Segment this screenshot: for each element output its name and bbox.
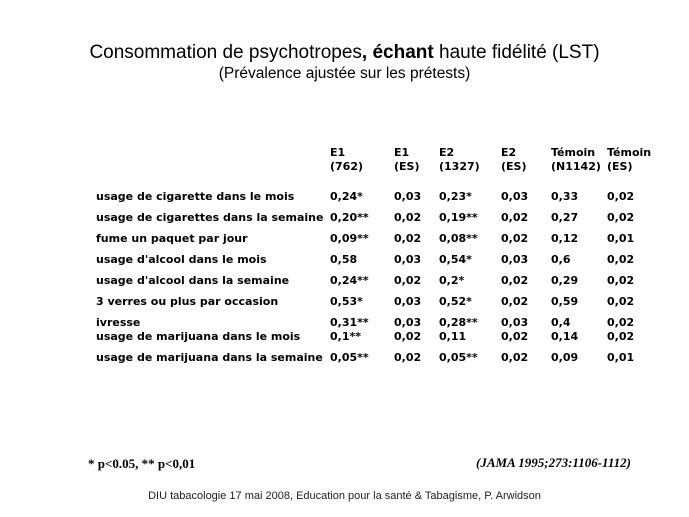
cell-value: 0,02 — [501, 351, 529, 364]
header-temoin-es: Témoin (ES) — [607, 146, 652, 173]
cell-value: 0,02 — [394, 330, 422, 343]
cell-value: 0,58 — [330, 253, 358, 266]
cell-value: 0,03 — [394, 253, 422, 266]
row-label: ivresse — [96, 316, 141, 329]
header-e1-es: E1 (ES) — [394, 146, 420, 173]
table-row — [96, 274, 657, 295]
cell-value: 0,05** — [330, 351, 369, 364]
cell-value: 0,29 — [551, 274, 579, 287]
cell-value: 0,09** — [330, 232, 369, 245]
cell-value: 0,03 — [501, 253, 529, 266]
cell-value: 0,05** — [439, 351, 478, 364]
cell-value: 0,03 — [501, 190, 529, 203]
cell-value: 0,02 — [501, 274, 529, 287]
cell-value: 0,08** — [439, 232, 478, 245]
table-header-row — [96, 146, 657, 190]
table-row — [96, 295, 657, 316]
slide-title — [0, 42, 689, 64]
slide-credit: DIU tabacologie 17 mai 2008, Education pour la santé & Tabagisme, P. Arwidson — [148, 490, 541, 502]
row-label: usage d'alcool dans le mois — [96, 253, 267, 266]
cell-value: 0,03 — [394, 190, 422, 203]
cell-value: 0,11 — [439, 330, 467, 343]
cell-value: 0,54* — [439, 253, 472, 266]
cell-value: 0,02 — [501, 295, 529, 308]
row-label: 3 verres ou plus par occasion — [96, 295, 279, 308]
cell-value: 0,20** — [330, 211, 369, 224]
cell-value: 0,02 — [607, 330, 635, 343]
cell-value: 0,02 — [394, 232, 422, 245]
row-label: usage de cigarettes dans la semaine — [96, 211, 324, 224]
table-row — [96, 190, 657, 211]
cell-value: 0,24** — [330, 274, 369, 287]
title-text: Consommation de psychotropes — [89, 42, 362, 63]
slide-subtitle: (Prévalence ajustée sur les prétests) — [218, 65, 471, 82]
cell-value: 0,02 — [501, 330, 529, 343]
cell-value: 0,02 — [607, 211, 635, 224]
significance-footnote: * p<0.05, ** p<0,01 — [88, 456, 196, 471]
title-bold-text: , échant — [361, 42, 434, 63]
cell-value: 0,23* — [439, 190, 472, 203]
journal-reference: (JAMA 1995;273:1106-1112) — [476, 455, 631, 470]
cell-value: 0,14 — [551, 330, 579, 343]
header-e1-762: E1 (762) — [330, 146, 364, 173]
prevalence-table — [96, 146, 657, 372]
row-label: usage de marijuana dans la semaine — [96, 351, 323, 364]
cell-value: 0,59 — [551, 295, 579, 308]
row-label: usage d'alcool dans la semaine — [96, 274, 290, 287]
header-e2-es: E2 (ES) — [501, 146, 527, 173]
cell-value: 0,02 — [607, 295, 635, 308]
cell-value: 0,27 — [551, 211, 579, 224]
header-e2-1327: E2 (1327) — [439, 146, 480, 173]
cell-value: 0,01 — [607, 232, 635, 245]
cell-value: 0,03 — [501, 316, 529, 329]
cell-value: 0,02 — [394, 274, 422, 287]
table-row — [96, 232, 657, 253]
row-label: fume un paquet par jour — [96, 232, 248, 245]
cell-value: 0,19** — [439, 211, 478, 224]
cell-value: 0,02 — [501, 211, 529, 224]
cell-value: 0,12 — [551, 232, 579, 245]
cell-value: 0,1** — [330, 330, 361, 343]
cell-value: 0,09 — [551, 351, 579, 364]
table-row — [96, 351, 657, 372]
header-temoin-n: Témoin (N1142) — [551, 146, 601, 173]
cell-value: 0,02 — [394, 351, 422, 364]
cell-value: 0,31** — [330, 316, 369, 329]
table-row — [96, 316, 657, 330]
cell-value: 0,02 — [607, 253, 635, 266]
cell-value: 0,02 — [501, 232, 529, 245]
cell-value: 0,24* — [330, 190, 363, 203]
cell-value: 0,4 — [551, 316, 571, 329]
cell-value: 0,2* — [439, 274, 465, 287]
table-row — [96, 211, 657, 232]
header-empty — [96, 146, 330, 190]
row-label: usage de marijuana dans le mois — [96, 330, 301, 343]
table-row — [96, 253, 657, 274]
title-text-end: haute fidélité (LST) — [433, 42, 600, 63]
cell-value: 0,33 — [551, 190, 579, 203]
cell-value: 0,28** — [439, 316, 478, 329]
cell-value: 0,53* — [330, 295, 363, 308]
cell-value: 0,03 — [394, 316, 422, 329]
cell-value: 0,02 — [607, 316, 635, 329]
cell-value: 0,02 — [607, 274, 635, 287]
cell-value: 0,52* — [439, 295, 472, 308]
cell-value: 0,02 — [607, 190, 635, 203]
cell-value: 0,6 — [551, 253, 571, 266]
cell-value: 0,02 — [394, 211, 422, 224]
table-row — [96, 330, 657, 351]
cell-value: 0,01 — [607, 351, 635, 364]
row-label: usage de cigarette dans le mois — [96, 190, 295, 203]
cell-value: 0,03 — [394, 295, 422, 308]
